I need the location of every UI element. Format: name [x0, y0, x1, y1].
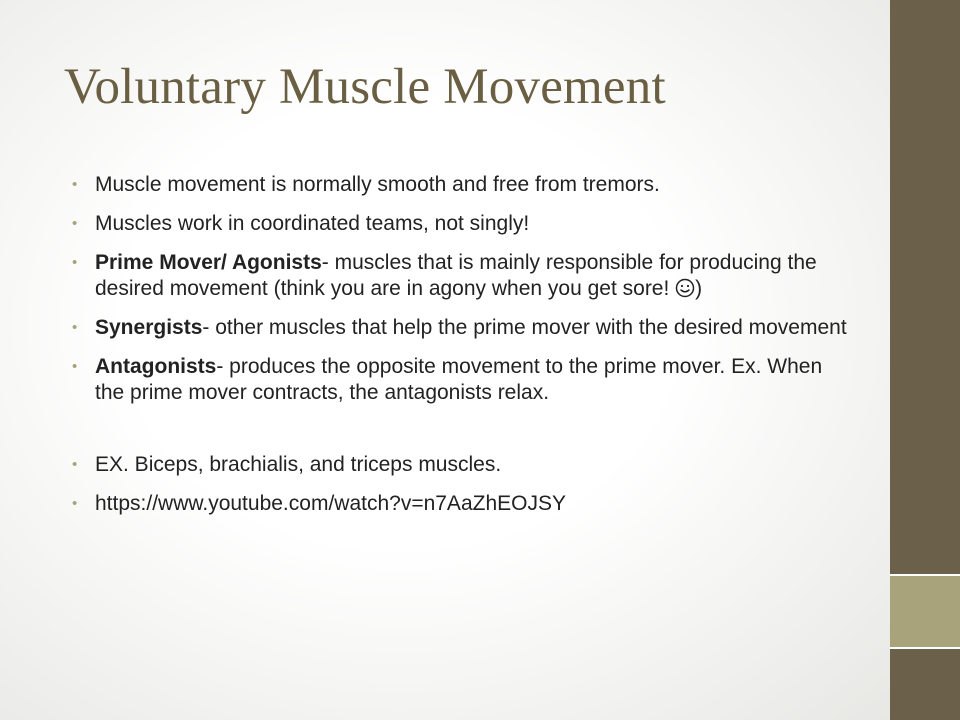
bullet-dot-icon: • — [72, 215, 78, 232]
bullet-item — [72, 315, 852, 341]
bullet-term: Prime Mover/ Agonists — [95, 251, 322, 274]
bullet-text: - muscles that is mainly responsible for producing the desired movement (think you are in agony when you get sore! — [95, 251, 817, 300]
slide-title: Voluntary Muscle Movement — [64, 59, 666, 115]
sidebar-dark-bottom — [890, 648, 960, 720]
sidebar-divider-bottom — [890, 647, 960, 649]
sidebar-light-band — [890, 576, 960, 648]
bullet-dot-icon: • — [72, 176, 78, 193]
bullet-text: - other muscles that help the prime mover with the desired movement — [202, 316, 847, 339]
bullet-list — [72, 172, 852, 530]
bullet-item — [72, 250, 852, 302]
bullet-dot-icon: • — [72, 319, 78, 336]
bullet-dot-icon: • — [72, 254, 78, 271]
bullet-item — [72, 211, 852, 237]
bullet-text: - produces the opposite movement to the prime mover. Ex. When the prime mover contracts, the antagonists relax. — [95, 355, 823, 404]
bullet-item — [72, 491, 852, 517]
bullet-dot-icon: • — [72, 456, 78, 473]
bullet-term: Antagonists — [95, 355, 217, 378]
bullet-text-end: ) — [695, 277, 703, 300]
bullet-term: Synergists — [95, 316, 203, 339]
bullet-dot-icon: • — [72, 495, 78, 512]
bullet-text: Muscle movement is normally smooth and free from tremors. — [95, 173, 660, 196]
bullet-item — [72, 172, 852, 198]
bullet-text: Muscles work in coordinated teams, not singly! — [95, 212, 530, 235]
bullet-item — [72, 354, 852, 406]
sidebar-divider-top — [890, 574, 960, 576]
bullet-dot-icon: • — [72, 358, 78, 375]
smiley-face-icon — [675, 278, 695, 298]
bullet-item — [72, 452, 852, 478]
sidebar-dark-top — [890, 0, 960, 576]
bullet-text: EX. Biceps, brachialis, and triceps muscles. — [95, 453, 502, 476]
youtube-link[interactable]: https://www.youtube.com/watch?v=n7AaZhEOJSY — [95, 492, 566, 515]
